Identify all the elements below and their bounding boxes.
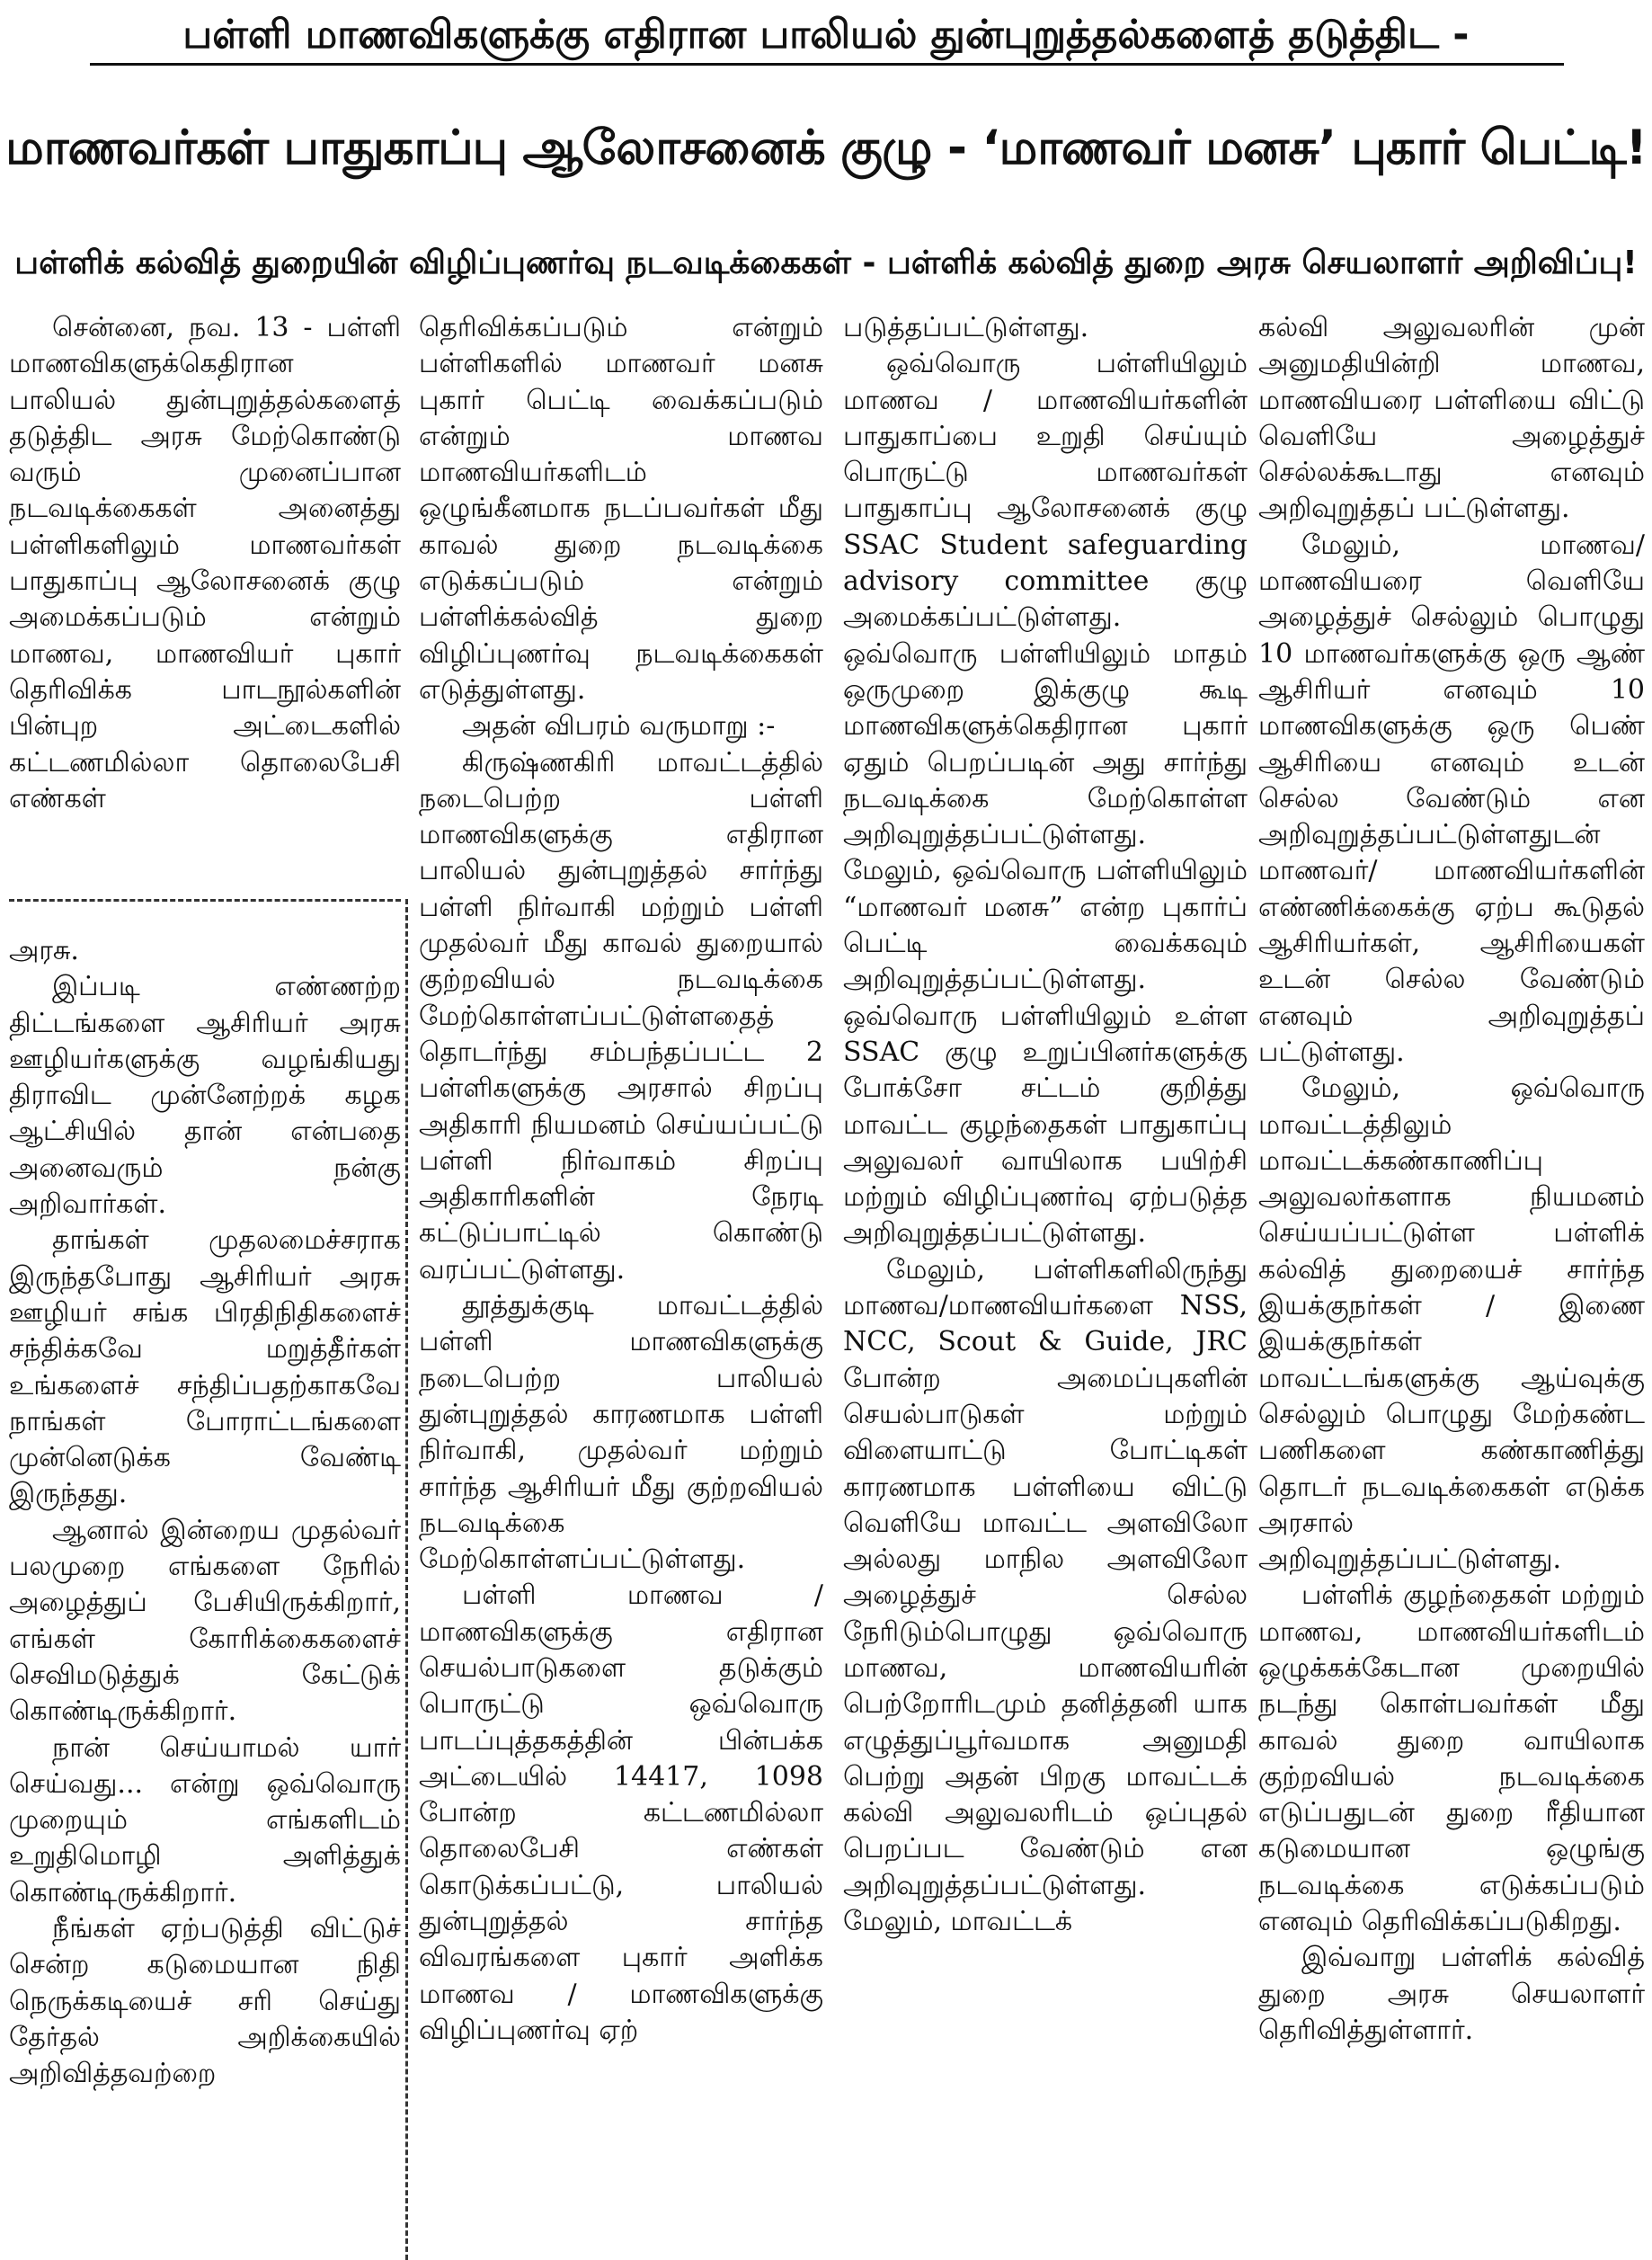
paragraph: கல்வி அலுவலரின் முன் அனுமதியின்றி மாணவ, மாணவியரை பள்ளியை விட்டு வெளியே அழைத்துச் செல்லக்கூடாது எனவும் அறிவுறுத்தப் பட்டுள்ளது. [1258,312,1645,525]
paragraph: நீங்கள் ஏற்படுத்தி விட்டுச் சென்ற கடுமையான நிதி நெருக்கடியைச் சரி செய்து தேர்தல் அறிக்கையில் அறிவித்தவற்றை [9,1913,401,2090]
paragraph: ஒவ்வொரு பள்ளியிலும் மாணவ / மாணவியர்களின் பாதுகாப்பை உறுதி செய்யும் பொருட்டு மாணவர்கள் பாதுகாப்பு ஆலோசனைக் குழு SSAC Student safeguarding advisory committee குழு அமைக்கப்பட்டுள்ளது. ஒவ்வொரு பள்ளியிலும் மாதம் ஒருமுறை இக்குழு கூடி மாணவிகளுக்கெதிரான புகார் ஏதும் பெறப்படின் அது சார்ந்து நடவடிக்கை மேற்கொள்ள அறிவுறுத்தப்பட்டுள்ளது. மேலும், ஒவ்வொரு பள்ளியிலும் “மாணவர் மனசு” என்ற புகார்ப் பெட்டி வைக்கவும் அறிவுறுத்தப்பட்டுள்ளது. ஒவ்வொரு பள்ளியிலும் உள்ள SSAC குழு உறுப்பினர்களுக்கு போக்சோ சட்டம் குறித்து மாவட்ட குழந்தைகள் பாதுகாப்பு அலுவலர் வாயிலாக பயிற்சி மற்றும் விழிப்புணர்வு ஏற்படுத்த அறிவுறுத்தப்பட்டுள்ளது. [843,348,1248,1250]
paragraph: சென்னை, நவ. 13 - பள்ளி மாணவிகளுக்கெதிரான பாலியல் துன்புறுத்தல்களைத் தடுத்திட அரசு மேற்கொண்டு வரும் முனைப்பான நடவடிக்கைகள் அனைத்து பள்ளிகளிலும் மாணவர்கள் பாதுகாப்பு ஆலோசனைக் குழு அமைக்கப்படும் என்றும் மாணவ, மாணவியர் புகார் தெரிவிக்க பாடநூல்களின் பின்புற அட்டைகளில் கட்டணமில்லா தொலைபேசி எண்கள் [9,312,401,814]
kicker-line: பள்ளி மாணவிகளுக்கு எதிரான பாலியல் துன்புறுத்தல்களைத் தடுத்திட - [182,12,1470,58]
paragraph: மேலும், பள்ளிகளிலிருந்து மாணவ/மாணவியர்களை NSS, NCC, Scout & Guide, JRC போன்ற அமைப்புகளின் செயல்பாடுகள் மற்றும் விளையாட்டு போட்டிகள் காரணமாக பள்ளியை விட்டு வெளியே மாவட்ட அளவிலோ அல்லது மாநில அளவிலோ அழைத்துச் செல்ல நேரிடும்பொழுது ஒவ்வொரு மாணவ, மாணவியரின் பெற்றோரிடமும் தனித்தனி யாக எழுத்துப்பூர்வமாக அனுமதி பெற்று அதன் பிறகு மாவட்டக் கல்வி அலுவலரிடம் ஒப்புதல் பெறப்பட வேண்டும் என அறிவுறுத்தப்பட்டுள்ளது. மேலும், மாவட்டக் [843,1253,1248,1938]
paragraph: படுத்தப்பட்டுள்ளது. [843,312,1089,343]
paragraph: தெரிவிக்கப்படும் என்றும் பள்ளிகளில் மாணவர் மனசு புகார் பெட்டி வைக்கப்படும் என்றும் மாணவ மாணவியர்களிடம் ஒழுங்கீனமாக நடப்பவர்கள் மீது காவல் துறை நடவடிக்கை எடுக்கப்படும் என்றும் பள்ளிக்கல்வித் துறை விழிப்புணர்வு நடவடிக்கைகள் எடுத்துள்ளது. [419,312,823,706]
paragraph: அரசு. [9,935,79,966]
kicker-underline [90,63,1564,66]
paragraph: அதன் விபரம் வருமாறு :- [462,710,776,743]
subheadline: பள்ளிக் கல்வித் துறையின் விழிப்புணர்வு நடவடிக்கைகள் - பள்ளிக் கல்வித் துறை அரசு செயலாளர் அறிவிப்பு! [14,245,1638,281]
paragraph: நான் செய்யாமல் யார் செய்வது... என்று ஒவ்வொரு முறையும் எங்களிடம் உறுதிமொழி அளித்துக் கொண்டிருக்கிறார். [9,1731,401,1909]
story-divider [9,899,401,902]
paragraph: தூத்துக்குடி மாவட்டத்தில் பள்ளி மாணவிகளுக்கு நடைபெற்ற பாலியல் துன்புறுத்தல் காரணமாக பள்ளி நிர்வாகி, முதல்வர் மற்றும் சார்ந்த ஆசிரியர் மீது குற்றவியல் நடவடிக்கை மேற்கொள்ளப்பட்டுள்ளது. [419,1290,823,1576]
paragraph: இவ்வாறு பள்ளிக் கல்வித் துறை அரசு செயலாளர் தெரிவித்துள்ளார். [1258,1942,1645,2046]
headline: மாணவர்கள் பாதுகாப்பு ஆலோசனைக் குழு - ‘மாணவர் மனசு’ புகார் பெட்டி! [5,120,1647,175]
paragraph: பள்ளிக் குழந்தைகள் மற்றும் மாணவ, மாணவியர்களிடம் ஒழுக்கக்கேடான முறையில் நடந்து கொள்பவர்கள் மீது காவல் துறை வாயிலாக குற்றவியல் நடவடிக்கை எடுப்பதுடன் துறை ரீதியான கடுமையான ஒழுங்கு நடவடிக்கை எடுக்கப்படும் எனவும் தெரிவிக்கப்படுகிறது. [1258,1579,1645,1938]
paragraph: மேலும், ஒவ்வொரு மாவட்டத்திலும் மாவட்டக்கண்காணிப்பு அலுவலர்களாக நியமனம் செய்யப்பட்டுள்ள பள்ளிக் கல்வித் துறையைச் சார்ந்த இயக்குநர்கள் / இணை இயக்குநர்கள் மாவட்டங்களுக்கு ஆய்வுக்கு செல்லும் பொழுது மேற்கண்ட பணிகளை கண்காணித்து தொடர் நடவடிக்கைகள் எடுக்க அரசால் அறிவுறுத்தப்பட்டுள்ளது. [1258,1072,1645,1576]
paragraph: கிருஷ்ணகிரி மாவட்டத்தில் நடைபெற்ற பள்ளி மாணவிகளுக்கு எதிரான பாலியல் துன்புறுத்தல் சார்ந்து பள்ளி நிர்வாகி மற்றும் பள்ளி முதல்வர் மீது காவல் துறையால் குற்றவியல் நடவடிக்கை மேற்கொள்ளப்பட்டுள்ளதைத் தொடர்ந்து சம்பந்தப்பட்ட 2 பள்ளிகளுக்கு அரசால் சிறப்பு அதிகாரி நியமனம் செய்யப்பட்டு பள்ளி நிர்வாகம் சிறப்பு அதிகாரிகளின் நேரடி கட்டுப்பாட்டில் கொண்டு வரப்பட்டுள்ளது. [419,746,823,1286]
paragraph: ஆனால் இன்றைய முதல்வர் பலமுறை எங்களை நேரில் அழைத்துப் பேசியிருக்கிறார், எங்கள் கோரிக்கைகளைச் செவிமடுத்துக் கேட்டுக் கொண்டிருக்கிறார். [9,1514,401,1728]
paragraph: பள்ளி மாணவ / மாணவிகளுக்கு எதிரான செயல்பாடுகளை தடுக்கும் பொருட்டு ஒவ்வொரு பாடப்புத்தகத்தின் பின்பக்க அட்டையில் 14417, 1098 போன்ற கட்டணமில்லா தொலைபேசி எண்கள் கொடுக்கப்பட்டு, பாலியல் துன்புறுத்தல் சார்ந்த விவரங்களை புகார் அளிக்க மாணவ / மாணவிகளுக்கு விழிப்புணர்வு ஏற் [419,1579,823,2046]
paragraph: மேலும், மாணவ/ மாணவியரை வெளியே அழைத்துச் செல்லும் பொழுது 10 மாணவர்களுக்கு ஒரு ஆண் ஆசிரியர் எனவும் 10 மாணவிகளுக்கு ஒரு பெண் ஆசிரியை எனவும் உடன் செல்ல வேண்டும் என அறிவுறுத்தப்பட்டுள்ளதுடன் மாணவர்/ மாணவியர்களின் எண்ணிக்கைக்கு ஏற்ப கூடுதல் ஆசிரியர்கள், ஆசிரியைகள் உடன் செல்ல வேண்டும் எனவும் அறிவுறுத்தப் பட்டுள்ளது. [1258,529,1645,1068]
article-column-3 [843,310,1248,2252]
article-column-4 [1258,310,1645,2252]
article-column-2 [419,310,823,2252]
article-column-1-continuation [9,933,401,2255]
paragraph: தாங்கள் முதலமைச்சராக இருந்தபோது ஆசிரியர் அரசு ஊழியர் சங்க பிரதிநிதிகளைச் சந்திக்கவே மறுத்தீர்கள் உங்களைச் சந்திப்பதற்காகவே நாங்கள் போராட்டங்களை முன்னெடுக்க வேண்டி இருந்தது. [9,1224,401,1510]
column-divider [405,899,408,2260]
paragraph: இப்படி எண்ணற்ற திட்டங்களை ஆசிரியர் அரசு ஊழியர்களுக்கு வழங்கியது திராவிட முன்னேற்றக் கழக ஆட்சியில் தான் என்பதை அனைவரும் நன்கு அறிவார்கள். [9,971,401,1221]
